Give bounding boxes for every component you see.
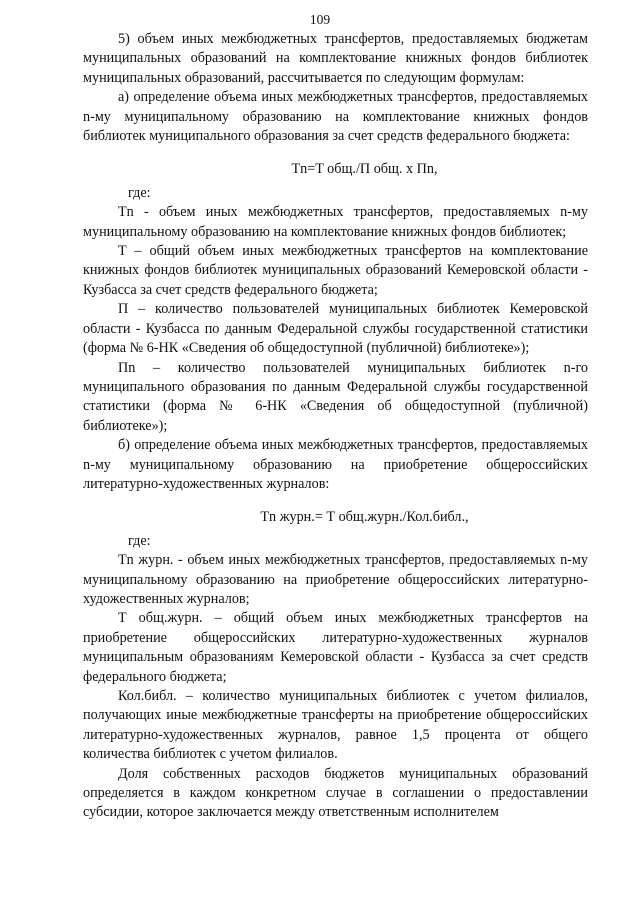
definition-tn-journal: Tn журн. - объем иных межбюджетных трансфертов, предоставляемых n-му муниципальному образованию на приобретение общероссийских литературно-художественных журналов; (83, 552, 588, 607)
definition-library-count: Кол.библ. – количество муниципальных библиотек с учетом филиалов, получающих иные межбюджетные трансферты на приобретение общероссийских литературно-художественных журналов, равное 1,5 процента от общего количества библиотек с учетом филиалов. (83, 688, 588, 763)
paragraph-definition-a: а) определение объема иных межбюджетных трансфертов, предоставляемых n-му муниципальному образованию на комплектование книжных фондов библиотек муниципального образования за счет средств федерального бюджета: (83, 89, 588, 145)
where-label-1: где: (128, 184, 151, 201)
paragraph-own-expenses-share: Доля собственных расходов бюджетов муниципальных образований определяется в каждом конкретном случае в соглашении о предоставлении субсидии, которое заключается между ответственным исполнителем (83, 765, 588, 821)
definition-pn: Пn – количество пользователей муниципальных библиотек n-го муниципального образования по данным Федеральной службы государственной статистики (форма № 6-НК «Сведения об общедоступной (публичной) библиотеке»); (83, 359, 588, 434)
paragraph-transfers-intro: 5) объем иных межбюджетных трансфертов, предоставляемых бюджетам муниципальных образований на комплектование книжных фондов библиотек муниципальных образований, рассчитывается по следующим формулам: (83, 31, 588, 86)
definition-t: Т – общий объем иных межбюджетных трансфертов на комплектование книжных фондов библиотек муниципальных образований Кемеровской области - Кузбасса за счет средств федерального бюджета; (83, 243, 588, 298)
paragraph-definition-b: б) определение объема иных межбюджетных трансфертов, предоставляемых n-му муниципальному образованию на приобретение общероссийских литературно-художественных журналов: (83, 437, 588, 492)
document-body (83, 30, 588, 823)
definition-p: П – количество пользователей муниципальных библиотек Кемеровской области - Кузбасса по данным Федеральной службы государственной статистики (форма № 6-НК «Сведения об общедоступной (публичной) библиотеке»); (83, 301, 588, 357)
definition-t-journal: Т общ.журн. – общий объем иных межбюджетных трансфертов на приобретение общероссийских литературно-художественных журналов муниципальным образованиям Кемеровской области - Кузбасса за счет средств федерального бюджета; (83, 610, 588, 685)
definition-tn: Tn - объем иных межбюджетных трансфертов, предоставляемых n-му муниципальному образованию на комплектование книжных фондов библиотек; (83, 204, 588, 240)
where-label-2: где: (128, 532, 151, 549)
page-number: 109 (309, 12, 331, 27)
formula-tn: Tn=T общ./П общ. х Пn, (291, 161, 438, 178)
formula-tn-journal: Tn журн.= Т общ.журн./Кол.библ., (260, 509, 469, 526)
